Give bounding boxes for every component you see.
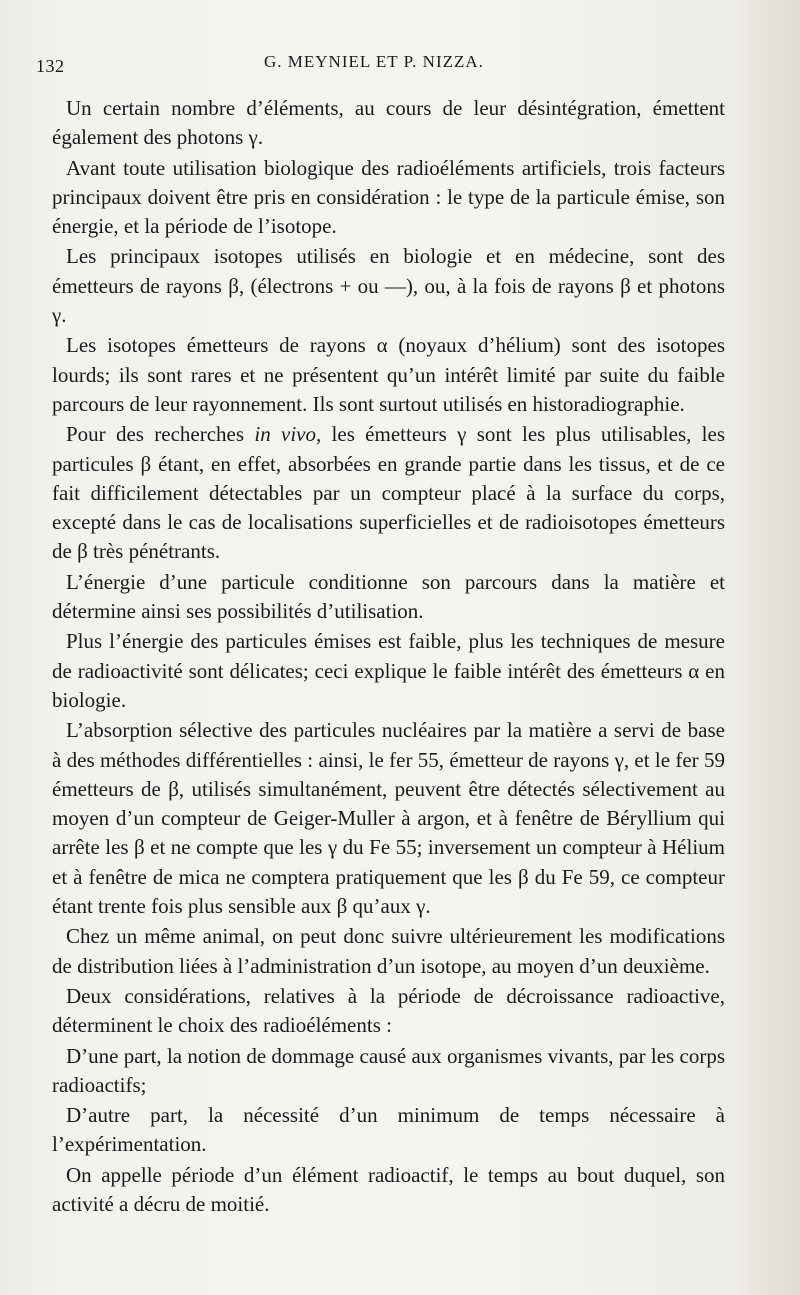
paragraph-selective-absorption: L’absorption sélective des particules nucléaires par la matière a servi de base à des méthodes différentielles : ainsi, le fer 55, émetteur de rayons γ, et le fer 59 émetteurs de β, utilisés simultanément, peuvent être détectés sélectivement au moyen d’un compteur de Geiger-Muller à argon, et à fenêtre de Béryllium qui arrête les β et ne compte que les γ du Fe 55; inversement un compteur à Hélium et à fenêtre de mica ne comptera pratiquement que les β du Fe 59, ce compteur étant trente fois plus sensible aux β qu’aux γ. [52, 718, 725, 919]
paragraph-in-vivo [52, 420, 725, 566]
paragraph-two-considerations: Deux considérations, relatives à la période de décroissance radioactive, déterminent le choix des radioéléments : [52, 983, 725, 1038]
paragraph-same-animal: Chez un même animal, on peut donc suivre ultérieurement les modifications de distribution liées à l’administration d’un isotope, au moyen d’un deuxième. [52, 924, 725, 978]
paragraph-alpha-emitters: Les isotopes émetteurs de rayons α (noyaux d’hélium) sont des isotopes lourds; ils sont rares et ne présentent qu’un intérêt limité par suite du faible parcours de leur rayonnement. Ils sont surtout utilisés en historadiographie. [52, 333, 725, 416]
body-text [52, 94, 725, 1220]
paragraph-half-life: On appelle période d’un élément radioactif, le temps au bout duquel, son activité a décru de moitié. [52, 1162, 725, 1216]
paragraph-energy: L’énergie d’une particule conditionne son parcours dans la matière et détermine ainsi ses possibilités d’utilisation. [52, 569, 725, 624]
running-title: G. MEYNIEL ET P. NIZZA. [264, 52, 484, 71]
in-vivo-italic: in vivo, [254, 422, 322, 447]
in-vivo-text-after: les émetteurs γ sont les plus utilisables, les particules β étant, en effet, absorbées en grande partie dans les tissus, et de ce fait difficilement détectables par un compteur placé à la surface du corps, excepté dans le cas de localisations superficielles et de radioisotopes émetteurs de β très pénétrants. [52, 422, 725, 564]
paragraph-photons: Un certain nombre d’éléments, au cours de leur désintégration, émettent également des photons γ. [52, 96, 725, 150]
page-header [36, 52, 736, 82]
paragraph-damage: D’une part, la notion de dommage causé aux organismes vivants, par les corps radioactifs; [52, 1043, 725, 1097]
paragraph-principal-isotopes: Les principaux isotopes utilisés en biologie et en médecine, sont des émetteurs de rayons β, (électrons + ou —), ou, à la fois de rayons β et photons γ. [52, 244, 725, 328]
paragraph-minimum-time: D’autre part, la nécessité d’un minimum de temps nécessaire à l’expérimentation. [52, 1103, 725, 1157]
paragraph-factors: Avant toute utilisation biologique des radioéléments artificiels, trois facteurs principaux doivent être pris en considération : le type de la particule émise, son énergie, et la période de l’isotope. [52, 155, 725, 239]
in-vivo-text-before: Pour des recherches [66, 422, 255, 447]
paragraph-low-energy: Plus l’énergie des particules émises est faible, plus les techniques de mesure de radioactivité sont délicates; ceci explique le faible intérêt des émetteurs α en biologie. [52, 629, 725, 712]
page-number: 132 [36, 56, 65, 76]
